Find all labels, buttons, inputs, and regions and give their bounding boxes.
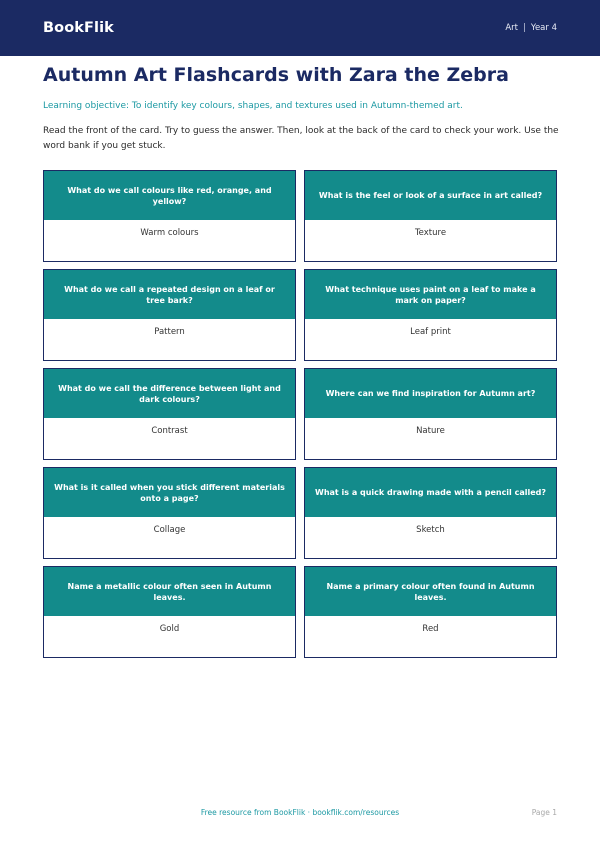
flashcard[interactable] [304, 368, 557, 460]
flashcard[interactable] [43, 467, 296, 559]
flashcard-answer: Contrast [151, 426, 188, 436]
brand-logo[interactable]: BookFlik [43, 20, 114, 36]
instructions: Read the front of the card. Try to guess the answer. Then, look at the back of the card to check your work. Use the word bank if you get stuck. [43, 126, 559, 151]
top-header [0, 0, 600, 56]
flashcard[interactable] [304, 269, 557, 361]
flashcard-question: What is it called when you stick different materials onto a page? [44, 468, 295, 517]
flashcard-question: Where can we find inspiration for Autumn art? [305, 369, 556, 418]
flashcard-grid [43, 170, 557, 658]
flashcard-question: Name a metallic colour often seen in Autumn leaves. [44, 567, 295, 616]
flashcard-answer: Nature [416, 426, 445, 436]
flashcard[interactable] [304, 170, 557, 262]
subject-year [505, 23, 557, 33]
page-title: Autumn Art Flashcards with Zara the Zebra [43, 64, 509, 86]
flashcard-answer: Collage [153, 525, 186, 535]
flashcard-question: What do we call the difference between light and dark colours? [44, 369, 295, 418]
flashcard-answer: Pattern [154, 327, 185, 337]
flashcard-question: What is the feel or look of a surface in art called? [305, 171, 556, 220]
flashcard-answer: Sketch [416, 525, 445, 535]
flashcard-question: What do we call a repeated design on a leaf or tree bark? [44, 270, 295, 319]
footer-link[interactable]: Free resource from BookFlik · bookflik.com/resources [200, 808, 400, 817]
flashcard[interactable] [304, 566, 557, 658]
flashcard-question: What do we call colours like red, orange, and yellow? [44, 171, 295, 220]
flashcard[interactable] [43, 170, 296, 262]
page-number: Page 1 [531, 808, 557, 817]
year-label: Year 4 [530, 23, 557, 33]
flashcard[interactable] [43, 269, 296, 361]
flashcard-answer: Red [422, 624, 439, 634]
flashcard-question: What is a quick drawing made with a pencil called? [305, 468, 556, 517]
flashcard-answer: Gold [159, 624, 180, 634]
learning-objective: Learning objective: To identify key colours, shapes, and textures used in Autumn-themed art. [43, 101, 463, 111]
flashcard-answer: Leaf print [410, 327, 451, 337]
flashcard[interactable] [43, 368, 296, 460]
flashcard-answer: Texture [414, 228, 447, 238]
flashcard-question: What technique uses paint on a leaf to make a mark on paper? [305, 270, 556, 319]
flashcard[interactable] [43, 566, 296, 658]
subject-label: Art [505, 23, 519, 33]
flashcard-answer: Warm colours [140, 228, 199, 238]
flashcard-question: Name a primary colour often found in Autumn leaves. [305, 567, 556, 616]
flashcard[interactable] [304, 467, 557, 559]
meta-separator: | [523, 23, 526, 33]
